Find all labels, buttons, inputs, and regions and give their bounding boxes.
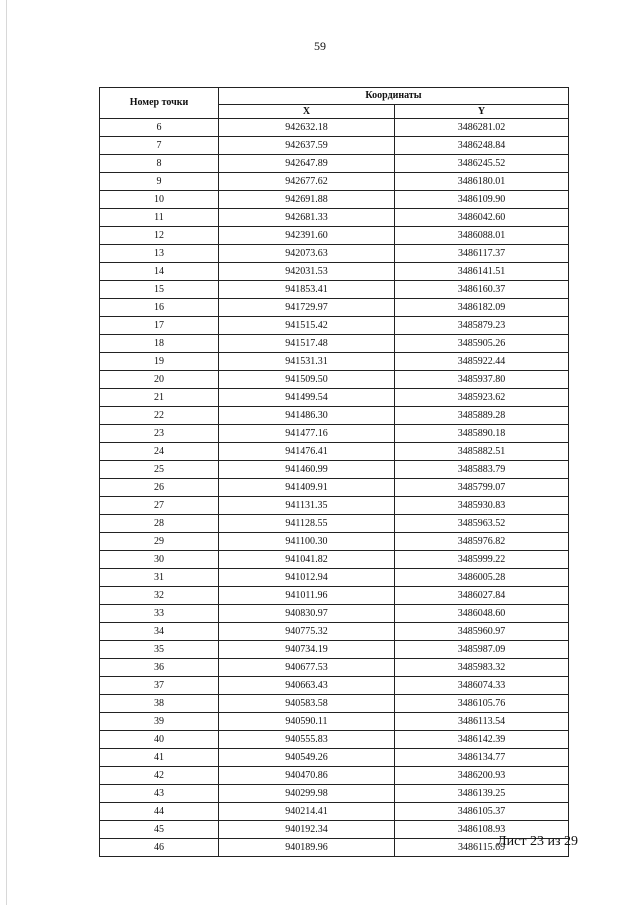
table-row — [100, 479, 569, 497]
x-coordinate-cell: 940775.32 — [219, 623, 395, 641]
table-row — [100, 533, 569, 551]
x-coordinate-cell: 941499.54 — [219, 389, 395, 407]
page-edge-line — [6, 0, 7, 905]
x-coordinate-cell: 942681.33 — [219, 209, 395, 227]
x-coordinate-cell: 941515.42 — [219, 317, 395, 335]
point-number-cell: 44 — [100, 803, 219, 821]
x-coordinate-cell: 941853.41 — [219, 281, 395, 299]
table-row — [100, 299, 569, 317]
point-number-cell: 36 — [100, 659, 219, 677]
x-coordinate-cell: 941517.48 — [219, 335, 395, 353]
y-coordinate-cell: 3485987.09 — [395, 641, 569, 659]
x-coordinate-cell: 942391.60 — [219, 227, 395, 245]
table-row — [100, 443, 569, 461]
table-row — [100, 785, 569, 803]
x-coordinate-cell: 940189.96 — [219, 839, 395, 857]
x-coordinate-cell: 941131.35 — [219, 497, 395, 515]
x-coordinate-cell: 942691.88 — [219, 191, 395, 209]
table-row — [100, 389, 569, 407]
point-number-cell: 34 — [100, 623, 219, 641]
point-number-cell: 37 — [100, 677, 219, 695]
y-coordinate-cell: 3485879.23 — [395, 317, 569, 335]
point-number-cell: 38 — [100, 695, 219, 713]
point-number-cell: 23 — [100, 425, 219, 443]
y-coordinate-cell: 3486005.28 — [395, 569, 569, 587]
table-row — [100, 263, 569, 281]
point-number-cell: 8 — [100, 155, 219, 173]
point-number-cell: 11 — [100, 209, 219, 227]
x-coordinate-cell: 941012.94 — [219, 569, 395, 587]
x-coordinate-cell: 941477.16 — [219, 425, 395, 443]
table-row — [100, 767, 569, 785]
x-coordinate-cell: 942073.63 — [219, 245, 395, 263]
point-number-cell: 33 — [100, 605, 219, 623]
point-number-cell: 6 — [100, 119, 219, 137]
y-coordinate-cell: 3486141.51 — [395, 263, 569, 281]
table-row — [100, 281, 569, 299]
point-number-cell: 14 — [100, 263, 219, 281]
point-number-cell: 25 — [100, 461, 219, 479]
table-row — [100, 803, 569, 821]
x-coordinate-cell: 940549.26 — [219, 749, 395, 767]
table-row — [100, 209, 569, 227]
point-number-cell: 16 — [100, 299, 219, 317]
table-row — [100, 569, 569, 587]
point-number-cell: 41 — [100, 749, 219, 767]
table-row — [100, 551, 569, 569]
table-row — [100, 371, 569, 389]
y-coordinate-cell: 3486139.25 — [395, 785, 569, 803]
point-number-cell: 18 — [100, 335, 219, 353]
point-number-cell: 27 — [100, 497, 219, 515]
y-coordinate-cell: 3486180.01 — [395, 173, 569, 191]
table-row — [100, 461, 569, 479]
x-coordinate-cell: 940590.11 — [219, 713, 395, 731]
table-row — [100, 155, 569, 173]
y-coordinate-cell: 3486042.60 — [395, 209, 569, 227]
y-coordinate-cell: 3486108.93 — [395, 821, 569, 839]
y-coordinate-cell: 3486074.33 — [395, 677, 569, 695]
table-row — [100, 515, 569, 533]
x-coordinate-cell: 941409.91 — [219, 479, 395, 497]
y-coordinate-cell: 3485963.52 — [395, 515, 569, 533]
y-coordinate-cell: 3486245.52 — [395, 155, 569, 173]
table-row — [100, 731, 569, 749]
y-coordinate-cell: 3486105.37 — [395, 803, 569, 821]
x-coordinate-cell: 941041.82 — [219, 551, 395, 569]
table-row — [100, 497, 569, 515]
x-coordinate-cell: 941729.97 — [219, 299, 395, 317]
x-coordinate-cell: 941476.41 — [219, 443, 395, 461]
y-coordinate-cell: 3486048.60 — [395, 605, 569, 623]
table-row — [100, 173, 569, 191]
table-row — [100, 695, 569, 713]
x-coordinate-cell: 940299.98 — [219, 785, 395, 803]
point-number-cell: 31 — [100, 569, 219, 587]
table-row — [100, 749, 569, 767]
x-coordinate-cell: 940830.97 — [219, 605, 395, 623]
x-coordinate-cell: 940583.58 — [219, 695, 395, 713]
y-coordinate-cell: 3485883.79 — [395, 461, 569, 479]
point-number-cell: 42 — [100, 767, 219, 785]
y-coordinate-cell: 3486115.69 — [395, 839, 569, 857]
y-coordinate-cell: 3485960.97 — [395, 623, 569, 641]
header-coordinates: Координаты — [219, 88, 569, 105]
x-coordinate-cell: 940734.19 — [219, 641, 395, 659]
point-number-cell: 12 — [100, 227, 219, 245]
y-coordinate-cell: 3485923.62 — [395, 389, 569, 407]
table-row — [100, 641, 569, 659]
point-number-cell: 43 — [100, 785, 219, 803]
point-number-cell: 40 — [100, 731, 219, 749]
y-coordinate-cell: 3485983.32 — [395, 659, 569, 677]
header-point-number: Номер точки — [100, 88, 219, 119]
y-coordinate-cell: 3485905.26 — [395, 335, 569, 353]
point-number-cell: 13 — [100, 245, 219, 263]
x-coordinate-cell: 942677.62 — [219, 173, 395, 191]
x-coordinate-cell: 940677.53 — [219, 659, 395, 677]
y-coordinate-cell: 3486088.01 — [395, 227, 569, 245]
x-coordinate-cell: 941460.99 — [219, 461, 395, 479]
y-coordinate-cell: 3486113.54 — [395, 713, 569, 731]
x-coordinate-cell: 941509.50 — [219, 371, 395, 389]
table-row — [100, 227, 569, 245]
y-coordinate-cell: 3486027.84 — [395, 587, 569, 605]
x-coordinate-cell: 941100.30 — [219, 533, 395, 551]
point-number-cell: 10 — [100, 191, 219, 209]
x-coordinate-cell: 940192.34 — [219, 821, 395, 839]
y-coordinate-cell: 3485922.44 — [395, 353, 569, 371]
point-number-cell: 17 — [100, 317, 219, 335]
table-row — [100, 713, 569, 731]
x-coordinate-cell: 942031.53 — [219, 263, 395, 281]
y-coordinate-cell: 3485799.07 — [395, 479, 569, 497]
x-coordinate-cell: 942637.59 — [219, 137, 395, 155]
point-number-cell: 22 — [100, 407, 219, 425]
table-row — [100, 353, 569, 371]
point-number-cell: 35 — [100, 641, 219, 659]
x-coordinate-cell: 941128.55 — [219, 515, 395, 533]
coordinates-table — [99, 87, 569, 857]
header-x: X — [219, 105, 395, 119]
point-number-cell: 24 — [100, 443, 219, 461]
point-number-cell: 29 — [100, 533, 219, 551]
page-number: 59 — [314, 39, 326, 53]
point-number-cell: 30 — [100, 551, 219, 569]
y-coordinate-cell: 3485999.22 — [395, 551, 569, 569]
x-coordinate-cell: 940470.86 — [219, 767, 395, 785]
x-coordinate-cell: 941531.31 — [219, 353, 395, 371]
y-coordinate-cell: 3486134.77 — [395, 749, 569, 767]
x-coordinate-cell: 941486.30 — [219, 407, 395, 425]
point-number-cell: 7 — [100, 137, 219, 155]
table-row — [100, 119, 569, 137]
point-number-cell: 15 — [100, 281, 219, 299]
y-coordinate-cell: 3485889.28 — [395, 407, 569, 425]
y-coordinate-cell: 3485930.83 — [395, 497, 569, 515]
sheet-footer: Лист 23 из 29 — [497, 834, 578, 849]
point-number-cell: 20 — [100, 371, 219, 389]
point-number-cell: 39 — [100, 713, 219, 731]
table-row — [100, 245, 569, 263]
y-coordinate-cell: 3486160.37 — [395, 281, 569, 299]
header-y: Y — [395, 105, 569, 119]
table-row — [100, 137, 569, 155]
y-coordinate-cell: 3485937.80 — [395, 371, 569, 389]
table-row — [100, 425, 569, 443]
point-number-cell: 21 — [100, 389, 219, 407]
point-number-cell: 45 — [100, 821, 219, 839]
y-coordinate-cell: 3486105.76 — [395, 695, 569, 713]
x-coordinate-cell: 941011.96 — [219, 587, 395, 605]
y-coordinate-cell: 3486117.37 — [395, 245, 569, 263]
table-row — [100, 659, 569, 677]
table-row — [100, 191, 569, 209]
point-number-cell: 26 — [100, 479, 219, 497]
y-coordinate-cell: 3486200.93 — [395, 767, 569, 785]
y-coordinate-cell: 3485882.51 — [395, 443, 569, 461]
y-coordinate-cell: 3486182.09 — [395, 299, 569, 317]
x-coordinate-cell: 940555.83 — [219, 731, 395, 749]
table-row — [100, 677, 569, 695]
table-row — [100, 605, 569, 623]
y-coordinate-cell: 3486142.39 — [395, 731, 569, 749]
point-number-cell: 9 — [100, 173, 219, 191]
point-number-cell: 28 — [100, 515, 219, 533]
y-coordinate-cell: 3486281.02 — [395, 119, 569, 137]
y-coordinate-cell: 3486248.84 — [395, 137, 569, 155]
y-coordinate-cell: 3485976.82 — [395, 533, 569, 551]
y-coordinate-cell: 3485890.18 — [395, 425, 569, 443]
y-coordinate-cell: 3486109.90 — [395, 191, 569, 209]
point-number-cell: 46 — [100, 839, 219, 857]
table-row — [100, 407, 569, 425]
table-row — [100, 623, 569, 641]
x-coordinate-cell: 940214.41 — [219, 803, 395, 821]
point-number-cell: 19 — [100, 353, 219, 371]
table-row — [100, 317, 569, 335]
point-number-cell: 32 — [100, 587, 219, 605]
x-coordinate-cell: 940663.43 — [219, 677, 395, 695]
table-row — [100, 587, 569, 605]
x-coordinate-cell: 942632.18 — [219, 119, 395, 137]
table-body — [100, 119, 569, 857]
x-coordinate-cell: 942647.89 — [219, 155, 395, 173]
table-row — [100, 335, 569, 353]
